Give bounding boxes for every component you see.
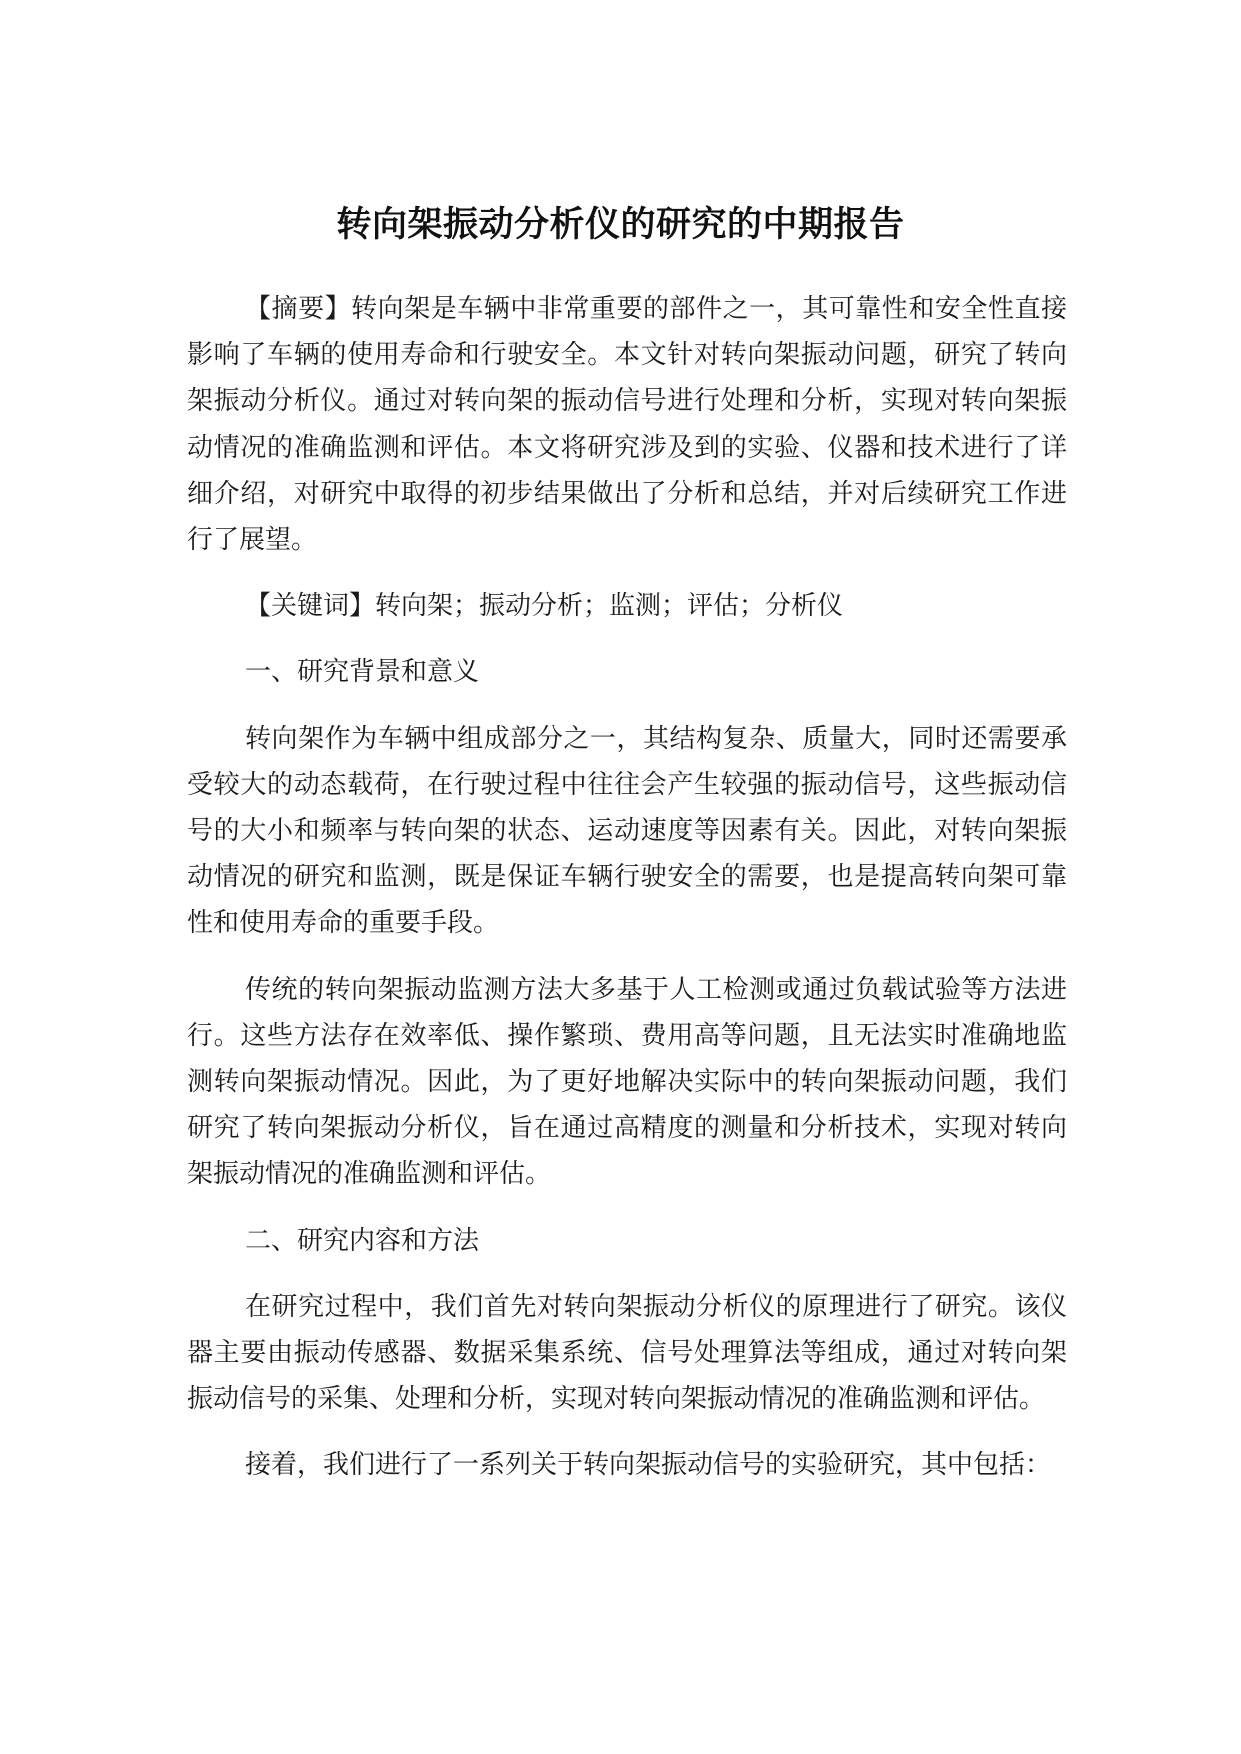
methods-paragraph-2: 接着，我们进行了一系列关于转向架振动信号的实验研究，其中包括： <box>245 1450 1052 1481</box>
section-heading-background: 一、研究背景和意义 <box>245 657 480 688</box>
document-title: 转向架振动分析仪的研究的中期报告 <box>336 205 905 246</box>
methods-paragraph-1: 在研究过程中，我们首先对转向架振动分析仪的原理进行了研究。该仪器主要由振动传感器、数据采集系统、信号处理算法等组成，通过对转向架振动信号的采集、处理和分析，实现对转向架振动情况的准确监测和评估。 <box>187 1291 1067 1415</box>
abstract-paragraph: 【摘要】转向架是车辆中非常重要的部件之一，其可靠性和安全性直接影响了车辆的使用寿命和行驶安全。本文针对转向架振动问题，研究了转向架振动分析仪。通过对转向架的振动信号进行处理和分析，实现对转向架振动情况的准确监测和评估。本文将研究涉及到的实验、仪器和技术进行了详细介绍，对研究中取得的初步结果做出了分析和总结，并对后续研究工作进行了展望。 <box>187 294 1067 556</box>
background-paragraph-2: 传统的转向架振动监测方法大多基于人工检测或通过负载试验等方法进行。这些方法存在效率低、操作繁琐、费用高等问题，且无法实时准确地监测转向架振动情况。因此，为了更好地解决实际中的转向架振动问题，我们研究了转向架振动分析仪，旨在通过高精度的测量和分析技术，实现对转向架振动情况的准确监测和评估。 <box>187 974 1067 1190</box>
document-body <box>187 286 1067 1489</box>
background-paragraph-1: 转向架作为车辆中组成部分之一，其结构复杂、质量大，同时还需要承受较大的动态载荷，在行驶过程中往往会产生较强的振动信号，这些振动信号的大小和频率与转向架的状态、运动速度等因素有关。因此，对转向架振动情况的研究和监测，既是保证车辆行驶安全的需要，也是提高转向架可靠性和使用寿命的重要手段。 <box>187 723 1067 939</box>
section-heading-methods: 二、研究内容和方法 <box>245 1225 480 1256</box>
keywords-paragraph: 【关键词】转向架；振动分析；监测；评估；分析仪 <box>245 591 844 622</box>
